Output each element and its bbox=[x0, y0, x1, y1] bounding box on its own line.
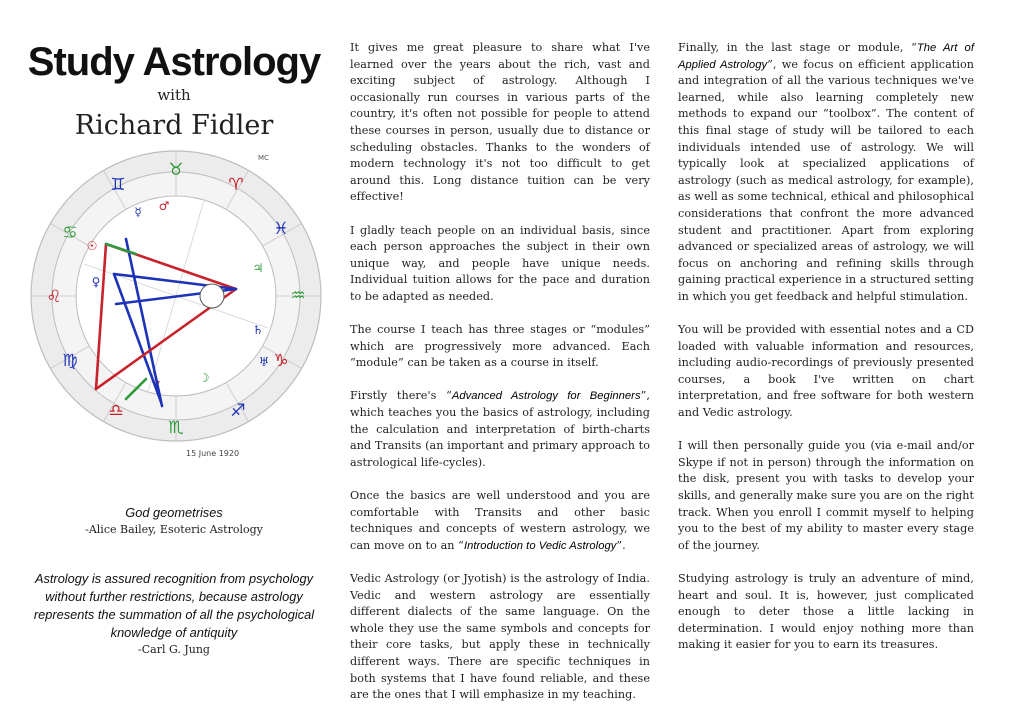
svg-text:☉: ☉ bbox=[86, 239, 98, 253]
quote-jung-author: -Carl G. Jung bbox=[138, 643, 210, 656]
paragraph-module-two: Once the basics are well understood and you are comfortable with Transits and other basic techniques and concepts of western astrology, we can move on to an “Introduction to Vedic Astrology”. bbox=[350, 489, 650, 552]
right-column bbox=[678, 40, 974, 671]
quote-bailey bbox=[14, 504, 334, 538]
course-title-beginners: Advanced Astrology for Beginners bbox=[451, 390, 641, 403]
chart-date: 15 June 1920 bbox=[186, 449, 240, 458]
paragraph-guidance: I will then personally guide you (via e-mail and/or Skype if not in person) through the information on the disk, present you with tasks to develop your skills, and generally make sure you are on the right track. When you enroll I commit myself to helping you to the best of my ability to master every stage of the journey. bbox=[678, 439, 974, 552]
left-column bbox=[14, 40, 334, 656]
svg-text:♀: ♀ bbox=[91, 275, 101, 289]
svg-text:♏: ♏ bbox=[168, 418, 184, 438]
svg-text:♊: ♊ bbox=[110, 175, 126, 195]
svg-text:♓: ♓ bbox=[273, 219, 289, 239]
quote-jung bbox=[14, 570, 334, 658]
svg-text:♄: ♄ bbox=[252, 323, 264, 337]
with-label: with bbox=[157, 86, 191, 104]
course-title-vedic: Introduction to Vedic Astrology bbox=[463, 539, 617, 552]
svg-text:♋: ♋ bbox=[62, 223, 78, 243]
mc-label: MC bbox=[258, 154, 269, 162]
svg-text:☽: ☽ bbox=[198, 371, 210, 385]
svg-text:♎: ♎ bbox=[108, 401, 124, 421]
paragraph-intro: It gives me great pleasure to share what I've learned over the years about the rich, vast and exciting subject of astrology. Although I occasionally run courses in various parts of the country, it's often not possible for people to attend these courses in person, usually due to distance or scheduling obstacles. Thanks to the wonders of modern technology it's not too difficult to get around this. Long distance tuition can be very effective! bbox=[350, 41, 650, 204]
svg-text:♈: ♈ bbox=[228, 175, 244, 195]
birth-chart-image bbox=[26, 144, 336, 464]
svg-text:♂: ♂ bbox=[158, 199, 170, 213]
svg-text:♃: ♃ bbox=[252, 261, 264, 275]
svg-text:♉: ♉ bbox=[168, 160, 184, 180]
paragraph-materials: You will be provided with essential notes and a CD loaded with valuable information and resources, including audio-recordings of previously presented courses, a book I've written on chart interpretation, and free software for both western and Vedic astrology. bbox=[678, 323, 974, 420]
paragraph-vedic: Vedic Astrology (or Jyotish) is the astrology of India. Vedic and western astrology are essentially different dialects of the same language. On the whole they use the same symbols and concepts for their core tasks, but apply these in technically different ways. There are specific techniques in both systems that I have found reliable, and these are the ones that I will emphasize in my teaching. bbox=[350, 572, 650, 702]
middle-column bbox=[350, 40, 650, 720]
svg-text:♅: ♅ bbox=[258, 355, 270, 369]
paragraph-modules: The course I teach has three stages or “modules” which are progressively more advanced. Each “module” can be taken as a course in itself. bbox=[350, 323, 650, 370]
quote-jung-text: Astrology is assured recognition from psychology without further restrictions, because astrology represents the summation of all the psychological knowledge of antiquity bbox=[33, 571, 315, 640]
svg-text:☿: ☿ bbox=[134, 205, 142, 219]
author-name: Richard Fidler bbox=[74, 110, 274, 141]
svg-text:♆: ♆ bbox=[150, 377, 162, 391]
quote-bailey-text: God geometrises bbox=[125, 505, 223, 520]
chart-center bbox=[200, 284, 224, 308]
svg-text:♒: ♒ bbox=[290, 286, 306, 306]
paragraph-module-three: Finally, in the last stage or module, “The Art of Applied Astrology”, we focus on efficient application and integration of all the various techniques we've learned, while also learning completely new methods to expand our “toolbox”. The content of this final stage of study will be tailored to each individuals intended use of astrology. We will typically look at specialized applications of astrology (such as medical astrology, for example), as well as some technical, ethical and philosophical considerations that confront the more advanced student and practitioner. Apart from exploring advanced or specialized areas of astrology, we will focus on anchoring and refining skills through gaining practical experience in a structured setting in which you get feedback and helpful stimulation. bbox=[678, 41, 975, 303]
svg-text:♌: ♌ bbox=[46, 287, 62, 307]
course-title-applied: The Art of Applied Astrology bbox=[678, 42, 974, 71]
paragraph-closing: Studying astrology is truly an adventure of mind, heart and soul. It is, however, just complicated enough to deter those a little lacking in determination. I would enjoy nothing more than making it easier for you to earn its treasures. bbox=[678, 572, 974, 652]
svg-text:♑: ♑ bbox=[273, 351, 289, 371]
paragraph-module-one: Firstly there's “Advanced Astrology for Beginners”, which teaches you the basics of astrology, including the calculation and interpretation of birth-charts and Transits (an important and primary approach to astrological life-cycles). bbox=[350, 389, 650, 469]
page-title: Study Astrology bbox=[27, 40, 321, 84]
quote-bailey-author: -Alice Bailey, Esoteric Astrology bbox=[85, 523, 263, 536]
svg-text:♐: ♐ bbox=[230, 401, 246, 421]
svg-text:♍: ♍ bbox=[62, 351, 78, 371]
paragraph-individual: I gladly teach people on an individual basis, since each person approaches the subject in their own unique way, and people have unique needs. Individual tuition allows for the pace and duration to be adapted as needed. bbox=[350, 223, 650, 303]
